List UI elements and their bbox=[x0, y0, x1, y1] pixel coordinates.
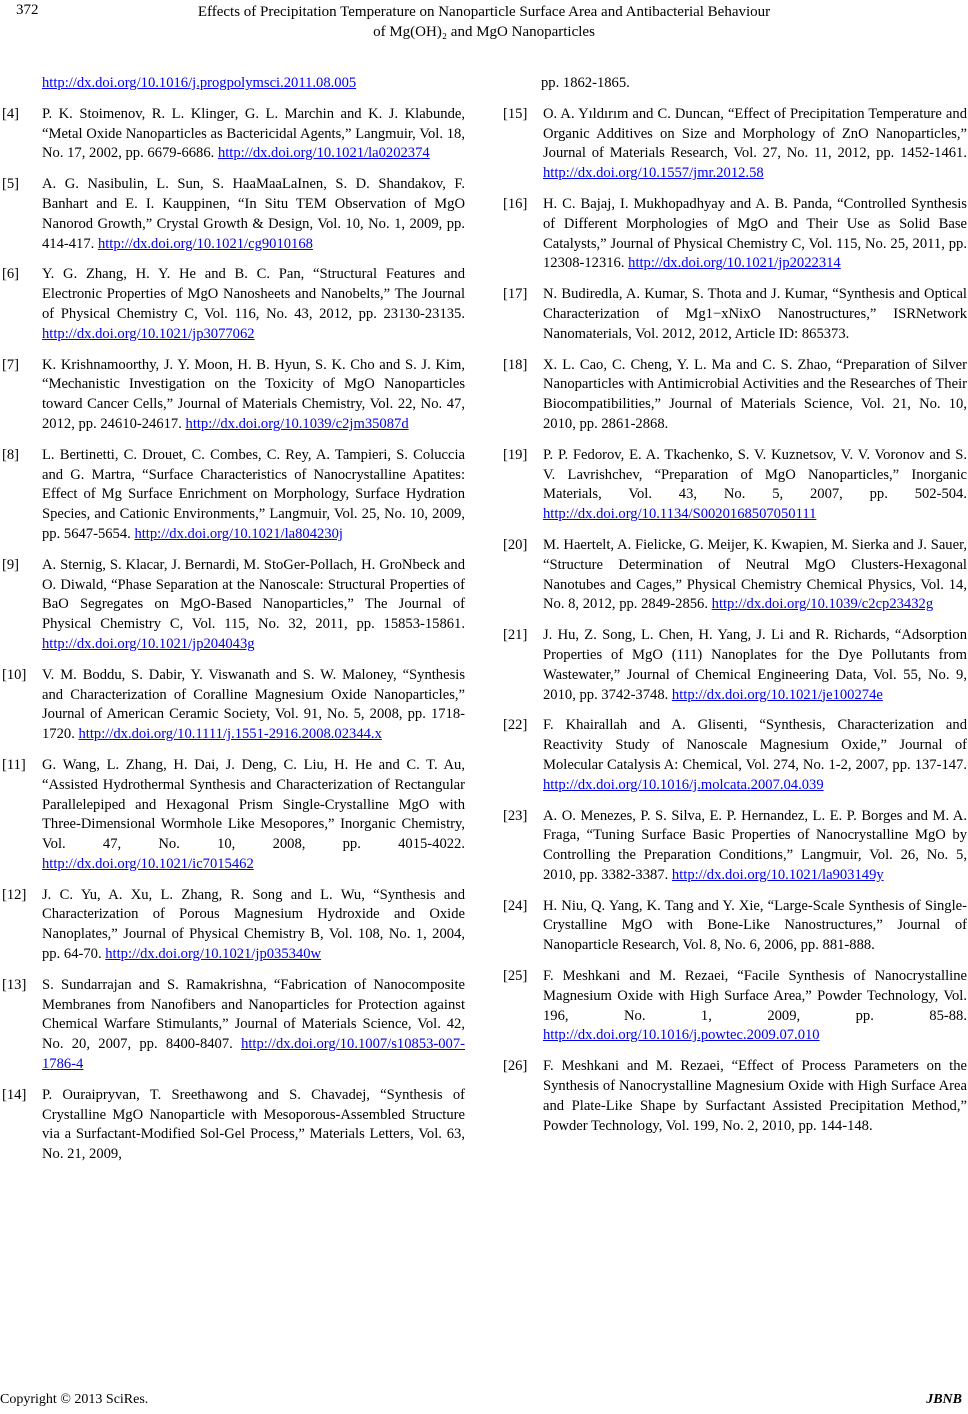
reference-list-left bbox=[0, 105, 465, 1165]
doi-link[interactable]: http://dx.doi.org/10.1021/ic7015462 bbox=[42, 855, 254, 872]
doi-link[interactable]: http://dx.doi.org/10.1021/cg9010168 bbox=[97, 235, 313, 252]
header-line-2: of Mg(OH)₂ and MgO Nanoparticles bbox=[373, 24, 595, 40]
reference-number: [13] bbox=[2, 976, 27, 993]
reference-item bbox=[0, 175, 465, 254]
doi-link[interactable]: http://dx.doi.org/10.1016/j.molcata.2007.04.039 bbox=[543, 776, 824, 793]
reference-number: [17] bbox=[503, 286, 528, 303]
reference-text: K. Krishnamoorthy, J. Y. Moon, H. B. Hyun, S. K. Cho and S. J. Kim, “Mechanistic Investigation on the Toxicity of MgO Nanoparticles toward Cancer Cells,” Journal of Materials Chemistry, Vol. 22, No. 47, 2012, pp. 24610-24617. bbox=[42, 356, 465, 432]
reference-item bbox=[501, 807, 967, 886]
reference-text: N. Budiredla, A. Kumar, S. Thota and J. Kumar, “Synthesis and Optical Characterization of Mg1−xNixO Nanostructures,” ISRNetwork Nanomaterials, Vol. 2012, 2012, Article ID: 865373. bbox=[543, 286, 967, 342]
doi-link[interactable]: http://dx.doi.org/10.1111/j.1551-2916.2008.02344.x bbox=[78, 726, 382, 743]
reference-text: J. Hu, Z. Song, L. Chen, H. Yang, J. Li and R. Richards, “Adsorption Properties of MgO (111) Nanoplates for the Dye Pollutants from Wastewater,” Journal of Chemical Engineering Data, Vol. 55, No. 9, 2010, pp. 3742-3748. bbox=[543, 627, 967, 703]
doi-link[interactable]: http://dx.doi.org/10.1557/jmr.2012.58 bbox=[543, 165, 764, 182]
reference-number: [11] bbox=[2, 756, 26, 773]
reference-number: [6] bbox=[2, 266, 20, 283]
reference-number: [8] bbox=[2, 446, 20, 463]
doi-link[interactable]: http://dx.doi.org/10.1007/s10853-007-1786-4 bbox=[42, 1036, 465, 1073]
journal-abbrev: JBNB bbox=[926, 1392, 962, 1407]
reference-number: [18] bbox=[503, 356, 528, 373]
reference-number: [22] bbox=[503, 717, 528, 734]
reference-number: [5] bbox=[2, 176, 20, 193]
doi-link[interactable]: http://dx.doi.org/10.1021/la0202374 bbox=[217, 145, 430, 162]
reference-number: [25] bbox=[503, 968, 528, 985]
reference-text: L. Bertinetti, C. Drouet, C. Combes, C. Rey, A. Tampieri, S. Coluccia and G. Martra, “Surface Characteristics of Nanocrystalline Apatites: Effect of Mg Surface Enrichment on Morphology, Surface Hydration Species, and Cationic Environments,” Langmuir, Vol. 25, No. 10, 2009, pp. 5647-5654. bbox=[42, 446, 465, 542]
reference-text: A. G. Nasibulin, L. Sun, S. HaaMaaLaInen, S. D. Shandakov, F. Banhart and E. I. Kauppinen, “In Situ TEM Observation of MgO Nanorod Growth,” Crystal Growth & Design, Vol. 10, No. 1, 2009, pp. 414-417. bbox=[42, 176, 465, 252]
header-line-1: Effects of Precipitation Temperature on Nanoparticle Surface Area and Antibacterial Behaviour bbox=[197, 4, 771, 20]
doi-link[interactable]: http://dx.doi.org/10.1021/jp035340w bbox=[105, 946, 322, 963]
reference-number: [14] bbox=[2, 1086, 27, 1103]
reference-text: P. P. Fedorov, E. A. Tkachenko, S. V. Kuznetsov, V. V. Voronov and S. V. Lavrishchev, “Preparation of MgO Nanoparticles,” Inorganic Materials, Vol. 43, No. 5, 2007, pp. 502-504. bbox=[543, 446, 967, 503]
doi-link[interactable]: http://dx.doi.org/10.1021/la804230j bbox=[134, 525, 343, 542]
reference-text: M. Haertelt, A. Fielicke, G. Meijer, K. Kwapien, M. Sierka and J. Sauer, “Structure Determination of Neutral MgO Clusters-Hexagonal Nanotubes and Cages,” Physical Chemistry Chemical Physics, Vol. 14, No. 8, 2012, pp. 2849-2856. bbox=[543, 536, 967, 613]
reference-item bbox=[501, 897, 967, 956]
reference-item bbox=[501, 716, 967, 795]
reference-number: [12] bbox=[2, 886, 27, 903]
reference-text: H. C. Bajaj, I. Mukhopadhyay and A. B. Panda, “Controlled Synthesis of Different Morphologies of MgO and Their Use as Solid Base Catalysts,” Journal of Physical Chemistry C, Vol. 115, No. 25, 2011, pp. 12308-12316. bbox=[543, 195, 967, 272]
reference-item bbox=[0, 886, 465, 965]
reference-number: [10] bbox=[2, 666, 27, 683]
reference-text: S. Sundarrajan and S. Ramakrishna, “Fabrication of Nanocomposite Membranes from Nanofibers and Nanoparticles for Protection against Chemical Warfare Stimulants,” Journal of Materials Science, Vol. 42, No. 20, 2007, pp. 8400-8407. bbox=[42, 976, 465, 1053]
reference-item bbox=[501, 626, 967, 705]
reference-item bbox=[0, 556, 465, 655]
doi-link[interactable]: http://dx.doi.org/10.1016/j.powtec.2009.07.010 bbox=[543, 1027, 820, 1044]
reference-text: J. C. Yu, A. Xu, L. Zhang, R. Song and L. Wu, “Synthesis and Characterization of Porous Magnesium Hydroxide and Oxide Nanoplates,” Journal of Physical Chemistry B, Vol. 108, No. 1, 2004, pp. 64-70. bbox=[42, 886, 465, 963]
doi-link[interactable]: http://dx.doi.org/10.1021/je100274e bbox=[671, 686, 883, 703]
reference-number: [26] bbox=[503, 1058, 528, 1075]
doi-link[interactable]: http://dx.doi.org/10.1021/jp204043g bbox=[42, 635, 255, 652]
continued-reference: pp. 1862-1865. bbox=[541, 75, 630, 91]
reference-item bbox=[501, 195, 967, 274]
reference-item bbox=[0, 976, 465, 1075]
reference-number: [19] bbox=[503, 446, 528, 463]
reference-item bbox=[0, 446, 465, 545]
reference-item bbox=[501, 356, 967, 435]
reference-number: [21] bbox=[503, 627, 528, 644]
reference-number: [16] bbox=[503, 195, 528, 212]
reference-text: F. Meshkani and M. Rezaei, “Effect of Process Parameters on the Synthesis of Nanocrystalline Magnesium Oxide with High Surface Area and Plate-Like Shape by Surfactant Assisted Precipitation Method,” Powder Technology, Vol. 199, No. 2, 2010, pp. 144-148. bbox=[543, 1058, 967, 1134]
reference-text: X. L. Cao, C. Cheng, Y. L. Ma and C. S. Zhao, “Preparation of Silver Nanoparticles with Antimicrobial Activities and the Researches of Their Biocompatibilities,” Journal of Materials Science, Vol. 21, No. 10, 2010, pp. 2861-2868. bbox=[543, 356, 967, 432]
reference-number: [24] bbox=[503, 897, 528, 914]
reference-item bbox=[501, 1057, 967, 1136]
reference-item bbox=[501, 967, 967, 1046]
doi-link[interactable]: http://dx.doi.org/10.1021/jp2022314 bbox=[628, 255, 841, 272]
reference-text: P. Ouraipryvan, T. Sreethawong and S. Chavadej, “Synthesis of Crystalline MgO Nanoparticle with Mesoporous-Assembled Structure via a Surfactant-Modified Sol-Gel Process,” Materials Letters, Vol. 63, No. 21, 2009, bbox=[42, 1086, 465, 1163]
reference-text: F. Meshkani and M. Rezaei, “Facile Synthesis of Nanocrystalline Magnesium Oxide with High Surface Area,” Powder Technology, Vol. 196, No. 1, 2009, pp. 85-88. bbox=[543, 968, 967, 1024]
doi-link[interactable]: http://dx.doi.org/10.1039/c2jm35087d bbox=[185, 415, 409, 432]
reference-text: F. Khairallah and A. Glisenti, “Synthesis, Characterization and Reactivity Study of Nanoscale Magnesium Oxide,” Journal of Molecular Catalysis A: Chemical, Vol. 274, No. 1-2, 2007, pp. 137-147. bbox=[543, 717, 967, 773]
reference-text: H. Niu, Q. Yang, K. Tang and Y. Xie, “Large-Scale Synthesis of Single-Crystalline MgO with Bone-Like Nanostructures,” Journal of Nanoparticle Research, Vol. 8, No. 6, 2006, pp. 881-888. bbox=[543, 897, 967, 954]
doi-link[interactable]: http://dx.doi.org/10.1016/j.progpolymsci.2011.08.005 bbox=[42, 75, 357, 91]
reference-text: A. Sternig, S. Klacar, J. Bernardi, M. StoGer-Pollach, H. GroNbeck and O. Diwald, “Phase Separation at the Nanoscale: Structural Properties of BaO Segregates on MgO-Based Nanoparticles,” The Journal of Physical Chemistry C, Vol. 115, No. 32, 2011, pp. 15853-15861. bbox=[42, 556, 465, 633]
reference-text: V. M. Boddu, S. Dabir, Y. Viswanath and S. W. Maloney, “Synthesis and Characterization of Coralline Magnesium Oxide Nanoparticles,” Journal of American Ceramic Society, Vol. 91, No. 5, 2008, pp. 1718-1720. bbox=[42, 666, 465, 743]
reference-list-right bbox=[501, 105, 967, 1137]
reference-item bbox=[0, 666, 465, 745]
reference-text: O. A. Yıldırım and C. Duncan, “Effect of Precipitation Temperature and Organic Additives on Size and Morphology of ZnO Nanoparticles,” Journal of Materials Research, Vol. 27, No. 11, 2012, pp. 1452-1461. bbox=[543, 105, 967, 162]
continued-reference bbox=[0, 74, 465, 94]
doi-link[interactable]: http://dx.doi.org/10.1021/jp3077062 bbox=[42, 325, 255, 342]
reference-number: [9] bbox=[2, 556, 20, 573]
doi-link[interactable]: http://dx.doi.org/10.1021/la903149y bbox=[671, 866, 884, 883]
reference-text: P. K. Stoimenov, R. L. Klinger, G. L. Marchin and K. J. Klabunde, “Metal Oxide Nanoparticles as Bactericidal Agents,” Langmuir, Vol. 18, No. 17, 2002, pp. 6679-6686. bbox=[42, 105, 465, 162]
reference-text: A. O. Menezes, P. S. Silva, E. P. Hernandez, L. E. P. Borges and M. A. Fraga, “Tuning Surface Basic Properties of Nanocrystalline MgO by Controlling the Preparation Conditions,” Langmuir, Vol. 26, No. 5, 2010, pp. 3382-3387. bbox=[543, 807, 967, 883]
reference-item bbox=[0, 105, 465, 164]
reference-text: G. Wang, L. Zhang, H. Dai, J. Deng, C. Liu, H. He and C. T. Au, “Assisted Hydrothermal Synthesis and Characterization of Rectangular Parallelepiped and Hexagonal Prism Single-Crystalline MgO with Three-Dimensional Wormhole Like Mesopores,” Inorganic Chemistry, Vol. 47, No. 10, 2008, pp. 4015-4022. bbox=[42, 756, 465, 853]
left-column bbox=[0, 74, 465, 1176]
reference-item bbox=[501, 285, 967, 344]
reference-item bbox=[501, 446, 967, 525]
reference-number: [7] bbox=[2, 356, 20, 373]
reference-item bbox=[0, 356, 465, 435]
reference-number: [15] bbox=[503, 105, 528, 122]
reference-number: [4] bbox=[2, 105, 20, 122]
reference-item bbox=[0, 1086, 465, 1165]
page-number: 372 bbox=[16, 2, 39, 18]
running-header bbox=[60, 2, 908, 42]
right-column bbox=[501, 74, 967, 1147]
doi-link[interactable]: http://dx.doi.org/10.1039/c2cp23432g bbox=[711, 596, 934, 613]
reference-number: [23] bbox=[503, 807, 528, 824]
doi-link[interactable]: http://dx.doi.org/10.1134/S0020168507050111 bbox=[543, 506, 817, 523]
reference-item bbox=[501, 105, 967, 184]
reference-item bbox=[0, 756, 465, 875]
reference-text: Y. G. Zhang, H. Y. He and B. C. Pan, “Structural Features and Electronic Properties of MgO Nanosheets and Nanobelts,” The Journal of Physical Chemistry C, Vol. 116, No. 43, 2012, pp. 23130-23135. bbox=[42, 266, 465, 322]
reference-item bbox=[0, 265, 465, 344]
reference-number: [20] bbox=[503, 536, 528, 553]
copyright-notice: Copyright © 2013 SciRes. bbox=[0, 1392, 149, 1407]
reference-item bbox=[501, 536, 967, 615]
